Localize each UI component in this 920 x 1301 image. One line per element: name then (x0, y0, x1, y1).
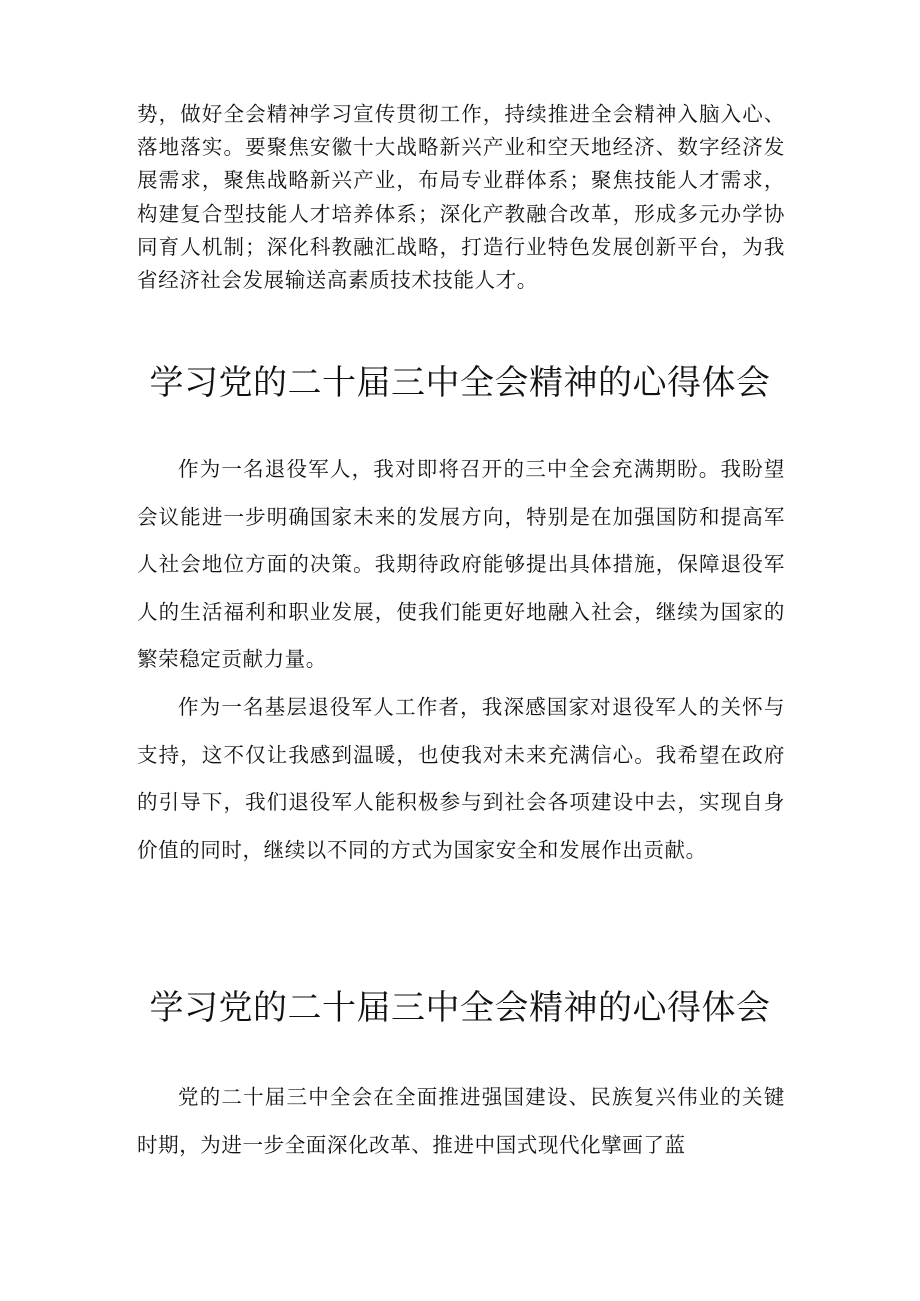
continuation-paragraph: 势，做好全会精神学习宣传贯彻工作，持续推进全会精神入脑入心、落地落实。要聚焦安徽十大战略新兴产业和空天地经济、数字经济发展需求，聚焦战略新兴产业，布局专业群体系；聚焦技能人才需求，构建复合型技能人才培养体系；深化产教融合改革，形成多元办学协同育人机制；深化科教融汇战略，打造行业特色发展创新平台，为我省经济社会发展输送高素质技术技能人才。 (137, 102, 785, 293)
section-title-1: 学习党的二十届三中全会精神的心得体会 (149, 363, 771, 403)
section1-paragraph-2: 作为一名基层退役军人工作者，我深感国家对退役军人的关怀与支持，这不仅让我感到温暖，也使我对未来充满信心。我希望在政府的引导下，我们退役军人能积极参与到社会各项建设中去，实现自身价值的同时，继续以不同的方式为国家安全和发展作出贡献。 (137, 695, 785, 862)
section2-paragraph-1: 党的二十届三中全会在全面推进强国建设、民族复兴伟业的关键时期，为进一步全面深化改革、推进中国式现代化擘画了蓝 (137, 1085, 785, 1157)
section1-paragraph-1: 作为一名退役军人，我对即将召开的三中全会充满期盼。我盼望会议能进一步明确国家未来的发展方向，特别是在加强国防和提高军人社会地位方面的决策。我期待政府能够提出具体措施，保障退役军人的生活福利和职业发展，使我们能更好地融入社会，继续为国家的繁荣稳定贡献力量。 (137, 457, 785, 671)
section-title-2: 学习党的二十届三中全会精神的心得体会 (149, 988, 771, 1028)
